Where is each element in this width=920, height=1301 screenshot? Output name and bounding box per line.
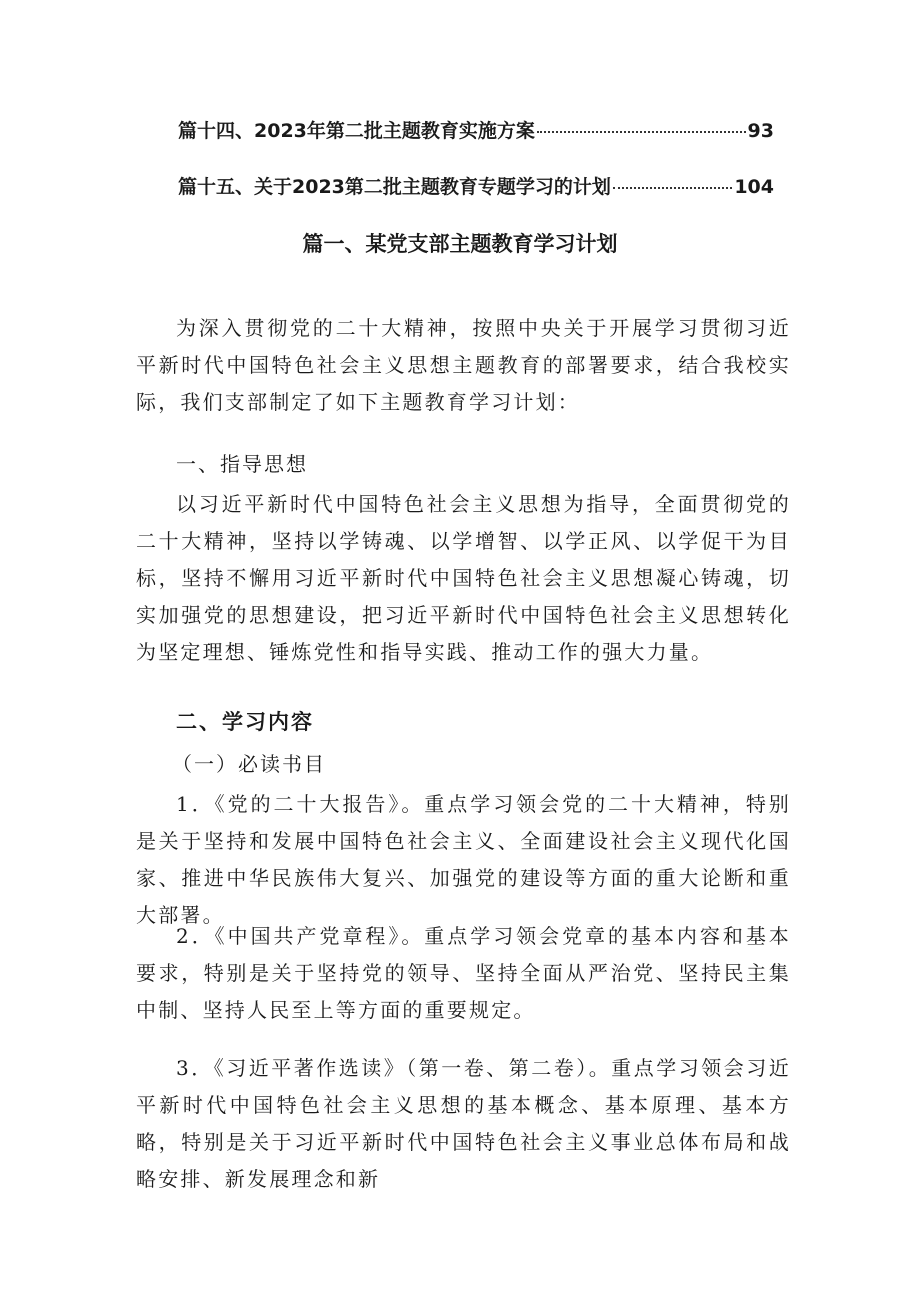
reading-item-3: 3．《习近平著作选读》（第一卷、第二卷）。重点学习领会习近平新时代中国特色社会主义思想的基本概念、基本原理、基本方略，特别是关于习近平新时代中国特色社会主义事业总体布局和战略安排、新发展理念和新: [136, 1056, 791, 1191]
reading-item-1: 1．《党的二十大报告》。重点学习领会党的二十大精神，特别是关于坚持和发展中国特色社会主义、全面建设社会主义现代化国家、推进中华民族伟大复兴、加强党的建设等方面的重大论断和重大部署。: [136, 792, 791, 927]
toc-entry-title: 篇十四、2023年第二批主题教育实施方案: [178, 120, 535, 142]
toc-entry-title: 篇十五、关于2023第二批主题教育专题学习的计划: [178, 176, 611, 198]
toc-entry-15[interactable]: [178, 172, 774, 199]
intro-paragraph: 为深入贯彻党的二十大精神，按照中央关于开展学习贯彻习近平新时代中国特色社会主义思想主题教育的部署要求，结合我校实际，我们支部制定了如下主题教育学习计划：: [136, 316, 791, 414]
toc-entry-14[interactable]: [178, 116, 774, 143]
reading-item-2: 2．《中国共产党章程》。重点学习领会党章的基本内容和基本要求，特别是关于坚持党的领导、坚持全面从严治党、坚持民主集中制、坚持人民至上等方面的重要规定。: [136, 924, 791, 1022]
section-1-body: 以习近平新时代中国特色社会主义思想为指导，全面贯彻党的二十大精神，坚持以学铸魂、以学增智、以学正风、以学促干为目标，坚持不懈用习近平新时代中国特色社会主义思想凝心铸魂，切实加强党的思想建设，把习近平新时代中国特色社会主义思想转化为坚定理想、锤炼党性和指导实践、推动工作的强大力量。: [136, 492, 791, 664]
section-1-title: 一、指导思想: [176, 452, 308, 476]
section-2-title: 二、学习内容: [176, 710, 314, 734]
toc-entry-page: 104: [734, 176, 774, 198]
subsection-1-title: （一）必读书目: [172, 752, 326, 776]
toc-leader-dots: [613, 187, 732, 189]
article-title: 篇一、某党支部主题教育学习计划: [302, 232, 618, 256]
toc-entry-page: 93: [747, 120, 774, 142]
toc-leader-dots: [537, 131, 746, 133]
